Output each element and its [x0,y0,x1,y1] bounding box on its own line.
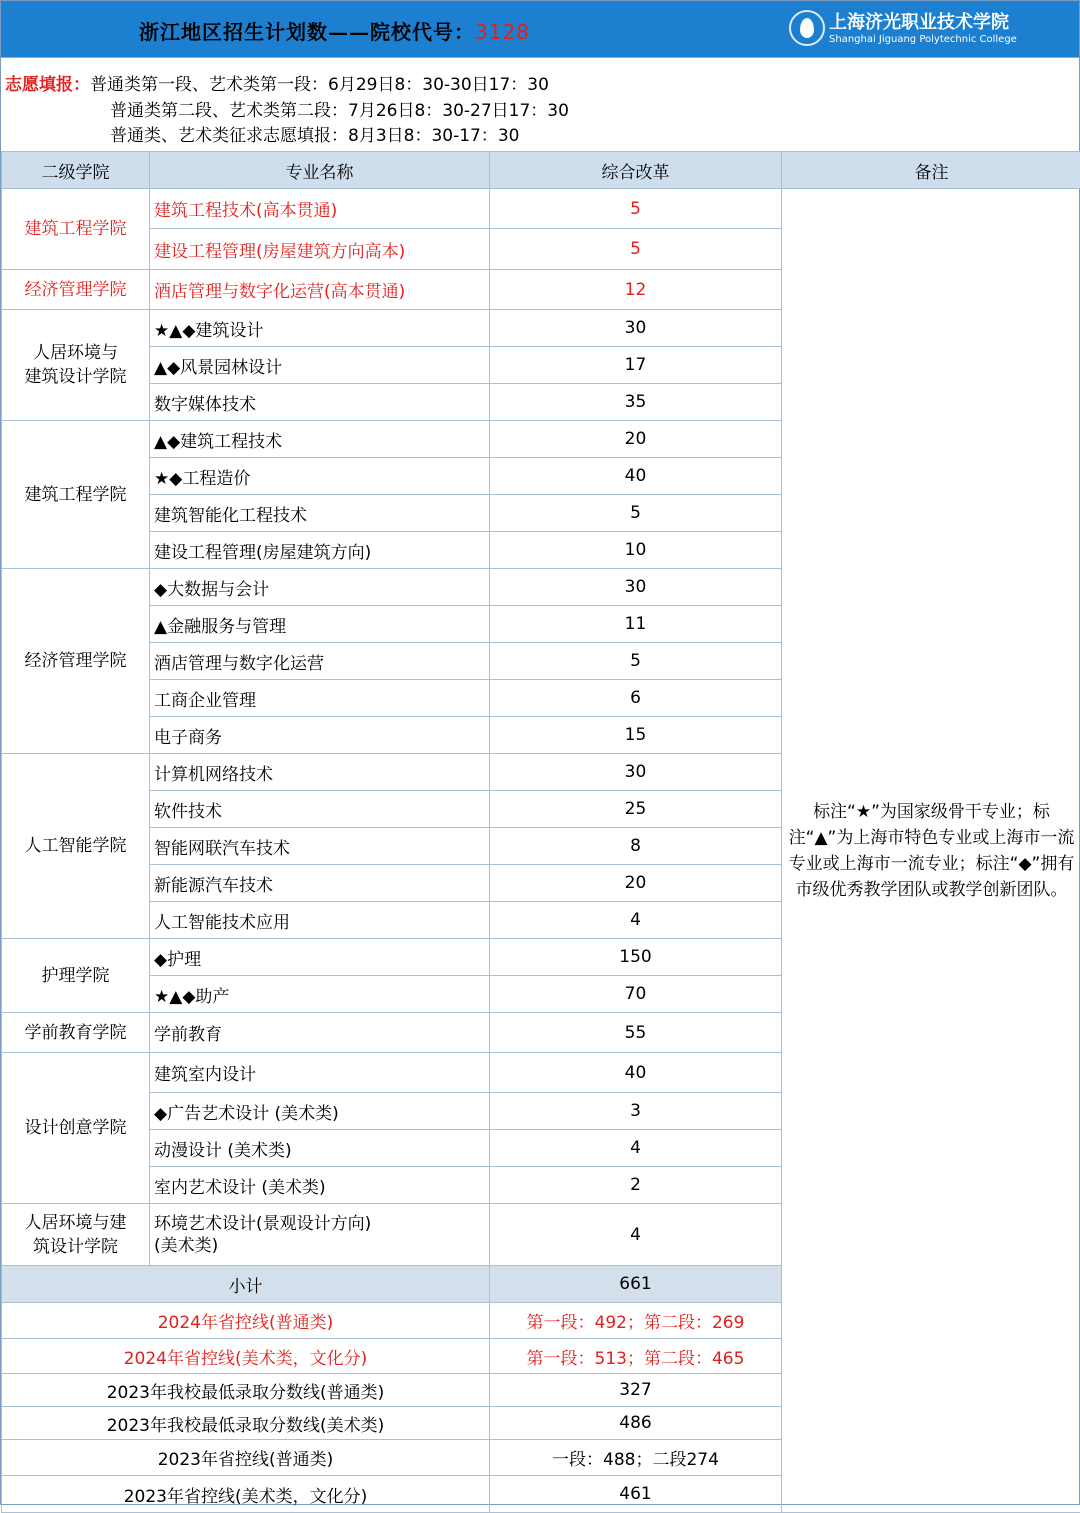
score-label: 2023年省控线(美术类，文化分) [2,1476,490,1513]
logo-drop-icon [789,10,825,46]
reform-count-cell: 4 [490,1204,782,1266]
college-cell: 人工智能学院 [2,754,150,939]
major-cell: 软件技术 [150,791,490,828]
major-cell: 智能网联汽车技术 [150,828,490,865]
college-cell: 经济管理学院 [2,569,150,754]
reform-count-cell: 150 [490,939,782,976]
application-notice [1,57,1079,152]
major-cell: 建设工程管理(房屋建筑方向) [150,532,490,569]
major-cell: ★▲◆建筑设计 [150,310,490,347]
school-code: 3128 [475,20,530,44]
score-value: 486 [490,1407,782,1440]
subtotal-label: 小计 [2,1266,490,1303]
major-cell: 新能源汽车技术 [150,865,490,902]
college-cell: 设计创意学院 [2,1053,150,1204]
header-major: 专业名称 [150,152,490,189]
score-value: 第一段：492；第二段：269 [490,1303,782,1339]
major-cell: ▲◆建筑工程技术 [150,421,490,458]
logo-chinese-name: 上海济光职业技术学院 [829,8,1009,34]
college-cell: 建筑工程学院 [2,421,150,569]
major-cell: ▲◆风景园林设计 [150,347,490,384]
table-header-row [2,152,1080,189]
college-cell: 护理学院 [2,939,150,1013]
reform-count-cell: 4 [490,1130,782,1167]
reform-count-cell: 35 [490,384,782,421]
score-label: 2023年省控线(普通类) [2,1440,490,1476]
reform-count-cell: 70 [490,976,782,1013]
major-cell: ★◆工程造价 [150,458,490,495]
score-label: 2024年省控线(美术类，文化分) [2,1339,490,1374]
major-cell: 学前教育 [150,1013,490,1053]
major-cell: 建设工程管理(房屋建筑方向高本) [150,229,490,270]
reform-count-cell: 55 [490,1013,782,1053]
header-remarks: 备注 [782,152,1080,189]
notice-label: 志愿填报： [5,75,90,95]
reform-count-cell: 5 [490,189,782,229]
notice-line-2: 普通类第二段、艺术类第二段：7月26日8：30-27日17：30 [110,96,569,121]
reform-count-cell: 5 [490,643,782,680]
major-cell: 酒店管理与数字化运营(高本贯通) [150,270,490,310]
reform-count-cell: 4 [490,902,782,939]
header-bar [1,1,1079,57]
major-cell: 人工智能技术应用 [150,902,490,939]
page-title: 浙江地区招生计划数——院校代号：3128 [139,16,530,45]
major-cell: ★▲◆助产 [150,976,490,1013]
score-label: 2023年我校最低录取分数线(普通类) [2,1374,490,1407]
reform-count-cell: 40 [490,458,782,495]
college-cell: 经济管理学院 [2,270,150,310]
notice-line-3: 普通类、艺术类征求志愿填报：8月3日8：30-17：30 [110,121,519,146]
reform-count-cell: 8 [490,828,782,865]
score-label: 2024年省控线(普通类) [2,1303,490,1339]
score-label: 2023年我校最低录取分数线(美术类) [2,1407,490,1440]
header-college: 二级学院 [2,152,150,189]
subtotal-value: 661 [490,1266,782,1303]
enrollment-table [1,151,1080,1513]
major-cell: 建筑工程技术(高本贯通) [150,189,490,229]
table-row [2,189,1080,229]
major-cell: 电子商务 [150,717,490,754]
reform-count-cell: 40 [490,1053,782,1093]
college-cell: 建筑工程学院 [2,189,150,270]
reform-count-cell: 30 [490,569,782,606]
score-value: 461 [490,1476,782,1513]
reform-count-cell: 11 [490,606,782,643]
reform-count-cell: 5 [490,229,782,270]
reform-count-cell: 3 [490,1093,782,1130]
reform-count-cell: 30 [490,754,782,791]
score-value: 一段：488；二段274 [490,1440,782,1476]
reform-count-cell: 6 [490,680,782,717]
reform-count-cell: 15 [490,717,782,754]
major-cell: 室内艺术设计 (美术类) [150,1167,490,1204]
major-cell: 工商企业管理 [150,680,490,717]
remarks-note: 标注“★”为国家级骨干专业；标注“▲”为上海市特色专业或上海市一流专业或上海市一流专业；标注“◆”拥有市级优秀教学团队或教学创新团队。 [782,189,1080,1513]
reform-count-cell: 25 [490,791,782,828]
reform-count-cell: 2 [490,1167,782,1204]
major-cell: 建筑室内设计 [150,1053,490,1093]
header-reform: 综合改革 [490,152,782,189]
major-cell: 动漫设计 (美术类) [150,1130,490,1167]
reform-count-cell: 20 [490,421,782,458]
college-cell: 学前教育学院 [2,1013,150,1053]
reform-count-cell: 10 [490,532,782,569]
major-cell: ▲金融服务与管理 [150,606,490,643]
major-cell: 环境艺术设计(景观设计方向) (美术类) [150,1204,490,1266]
score-value: 327 [490,1374,782,1407]
major-cell: ◆大数据与会计 [150,569,490,606]
reform-count-cell: 20 [490,865,782,902]
major-cell: 建筑智能化工程技术 [150,495,490,532]
notice-line-1: 普通类第一段、艺术类第一段：6月29日8：30-30日17：30 [90,75,549,95]
reform-count-cell: 17 [490,347,782,384]
college-cell: 人居环境与建 筑设计学院 [2,1204,150,1266]
major-cell: 计算机网络技术 [150,754,490,791]
reform-count-cell: 12 [490,270,782,310]
score-value: 第一段：513；第二段：465 [490,1339,782,1374]
college-cell: 人居环境与 建筑设计学院 [2,310,150,421]
major-cell: ◆护理 [150,939,490,976]
reform-count-cell: 30 [490,310,782,347]
major-cell: 酒店管理与数字化运营 [150,643,490,680]
reform-count-cell: 5 [490,495,782,532]
major-cell: 数字媒体技术 [150,384,490,421]
major-cell: ◆广告艺术设计 (美术类) [150,1093,490,1130]
college-logo [787,8,1079,52]
logo-english-name: Shanghai Jiguang Polytechnic College [829,34,1017,45]
